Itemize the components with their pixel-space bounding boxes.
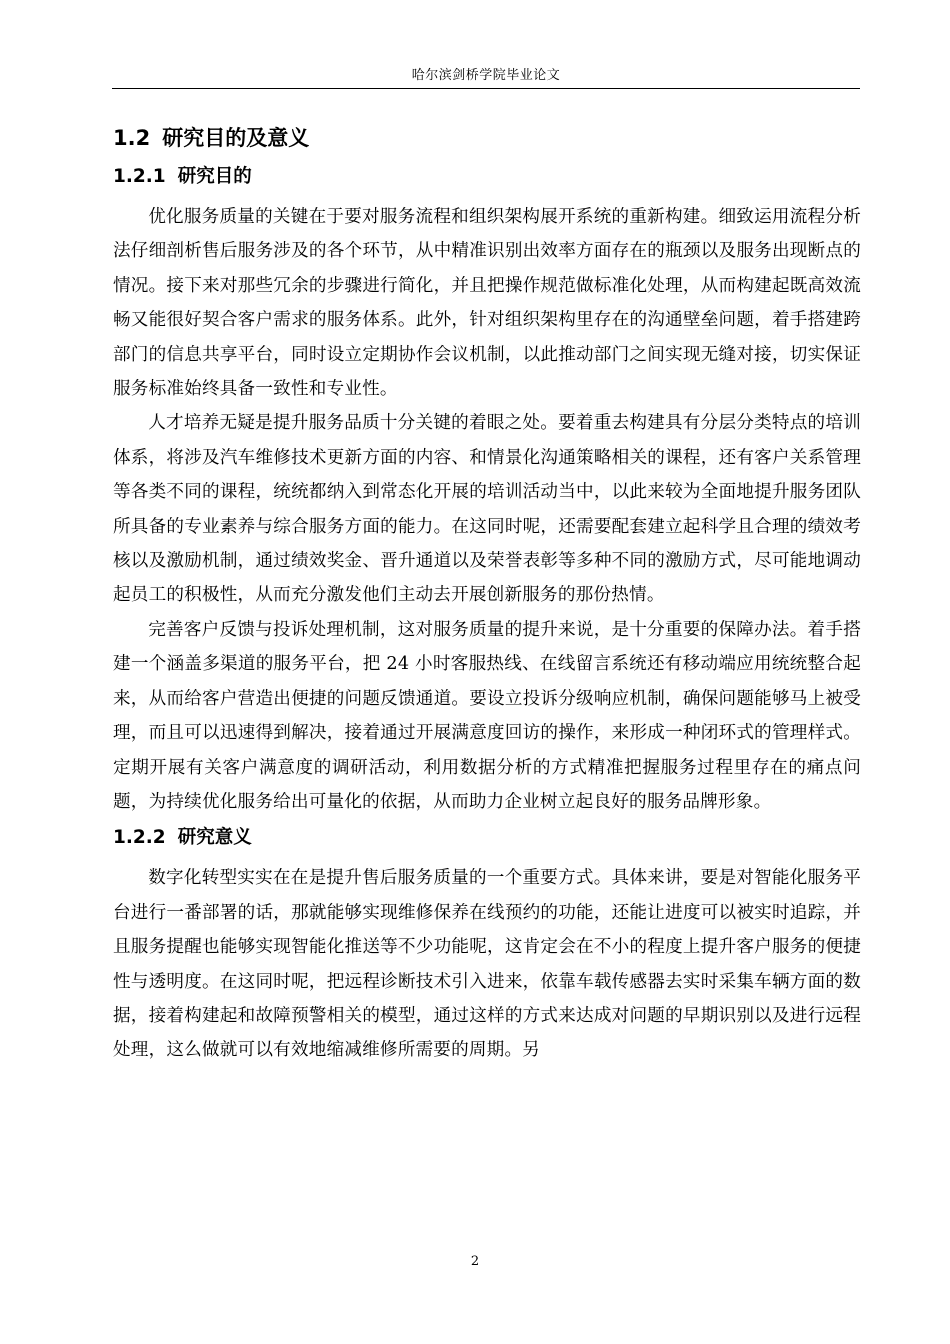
subsection-heading-2 [113,819,861,857]
document-body [113,118,861,1068]
paragraph-4: 数字化转型实实在在是提升售后服务质量的一个重要方式。具体来讲，要是对智能化服务平台进行一番部署的话，那就能够实现维修保养在线预约的功能，还能让进度可以被实时追踪，并且服务提醒也能够实现智能化推送等不少功能呢，这肯定会在不小的程度上提升客户服务的便捷性与透明度。在这同时呢，把远程诊断技术引入进来，依靠车载传感器去实时采集车辆方面的数据，接着构建起和故障预警相关的模型，通过这样的方式来达成对问题的早期识别以及进行远程处理，这么做就可以有效地缩减维修所需要的周期。另 [113,868,861,1061]
paragraph-3: 完善客户反馈与投诉处理机制，这对服务质量的提升来说，是十分重要的保障办法。着手搭建一个涵盖多渠道的服务平台，把 24 小时客服热线、在线留言系统还有移动端应用统统整合起来，从而给客户营造出便捷的问题反馈通道。要设立投诉分级响应机制，确保问题能够马上被受理，而且可以迅速得到解决，接着通过开展满意度回访的操作，来形成一种闭环式的管理样式。定期开展有关客户满意度的调研活动，利用数据分析的方式精准把握服务过程里存在的痛点问题，为持续优化服务给出可量化的依据，从而助力企业树立起良好的服务品牌形象。 [113,619,861,812]
subsection-number-1: 1.2.1 [113,166,166,187]
header-divider [112,88,860,89]
subsection-heading-1 [113,158,861,196]
subsection-title-1: 研究目的 [177,166,252,187]
subsection-title-2: 研究意义 [177,827,252,849]
section-title: 研究目的及意义 [162,126,310,150]
paragraph-2: 人才培养无疑是提升服务品质十分关键的着眼之处。要着重去构建具有分层分类特点的培训体系，将涉及汽车维修技术更新方面的内容、和情景化沟通策略相关的课程，还有客户关系管理等各类不同的课程，统统都纳入到常态化开展的培训活动当中，以此来较为全面地提升服务团队所具备的专业素养与综合服务方面的能力。在这同时呢，还需要配套建立起科学且合理的绩效考核以及激励机制，通过绩效奖金、晋升通道以及荣誉表彰等多种不同的激励方式，尽可能地调动起员工的积极性，从而充分激发他们主动去开展创新服务的那份热情。 [113,413,861,606]
section-heading [113,118,861,158]
subsection-number-2: 1.2.2 [113,827,166,849]
paragraph-1: 优化服务质量的关键在于要对服务流程和组织架构展开系统的重新构建。细致运用流程分析法仔细剖析售后服务涉及的各个环节，从中精准识别出效率方面存在的瓶颈以及服务出现断点的情况。接下来对那些冗余的步骤进行简化，并且把操作规范做标准化处理，从而构建起既高效流畅又能很好契合客户需求的服务体系。此外，针对组织架构里存在的沟通壁垒问题，着手搭建跨部门的信息共享平台，同时设立定期协作会议机制，以此推动部门之间实现无缝对接，切实保证服务标准始终具备一致性和专业性。 [113,207,861,400]
running-header: 哈尔滨剑桥学院毕业论文 [411,68,561,83]
section-number: 1.2 [113,126,151,150]
page-number: 2 [470,1254,480,1269]
